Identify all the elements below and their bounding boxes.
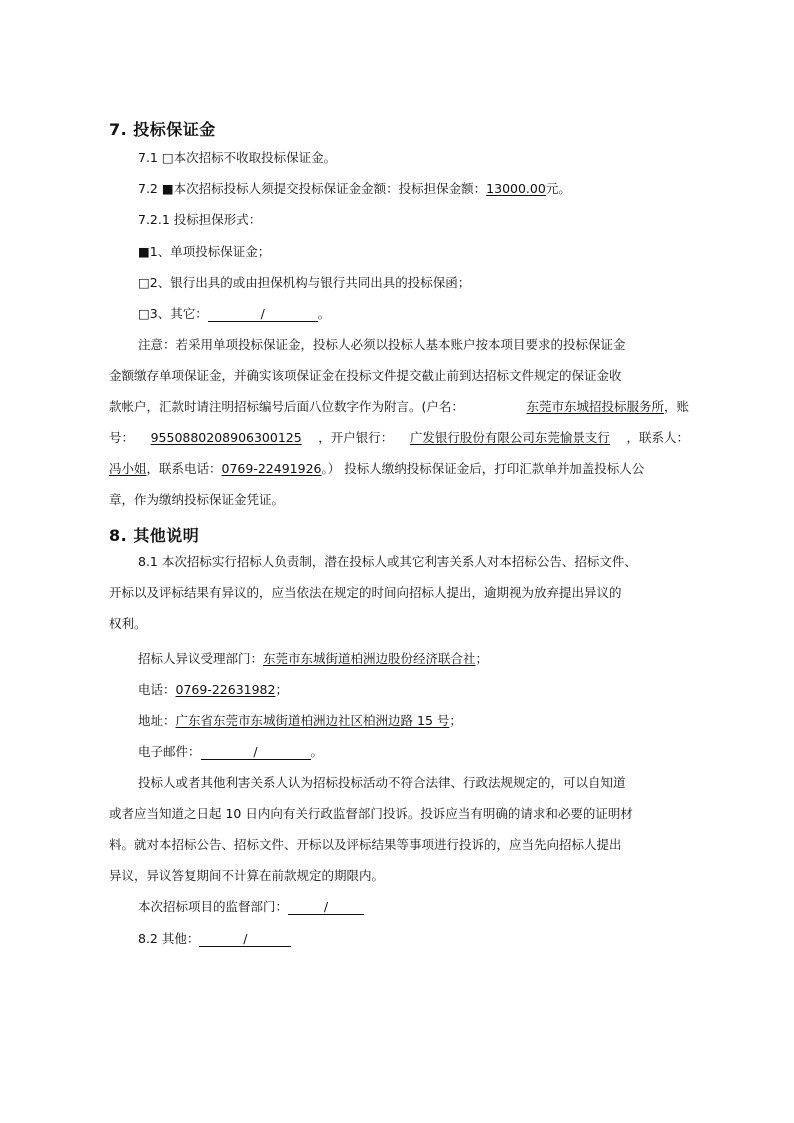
note-line-5 [109,461,689,477]
account-name: 东莞市东城招投标服务所 [526,399,664,414]
note-line-2: 金额缴存单项保证金，并确实该项保证金在投标文件提交截止前到达招标文件规定的保证金收 [109,368,622,383]
objection-phone-label: 电话： [138,682,176,697]
objection-dept-value: 东莞市东城街道柏洲边股份经济联合社 [263,651,476,666]
objection-address [138,713,718,729]
account-number: 9550880208906300125 [150,430,302,445]
bank-name: 广发银行股份有限公司东莞愉景支行 [409,430,610,445]
guarantee-option-3-end: 。 [317,306,331,321]
objection-phone [138,682,718,698]
objection-address-end: ； [449,713,462,728]
objection-phone-end: ； [275,682,288,697]
objection-email-label: 电子邮件： [138,744,201,759]
clause-7-2-text: 7.2 ■本次招标投标人须提交投标保证金金额：投标担保金额： [138,181,487,196]
objection-email-end: 。 [310,744,324,759]
guarantee-option-2: □2、银行出具的或由担保机构与银行共同出具的投标保函； [138,275,471,290]
note-line-5-end: 。） 投标人缴纳投标保证金后，打印汇款单并加盖投标人公 [321,461,645,476]
guarantee-option-3 [138,306,718,322]
clause-7-1: 7.1 □本次招标不收取投标保证金。 [138,150,337,165]
note-line-3-text: 款帐户，汇款时请注明招标编号后面八位数字作为附言。(户名： [109,399,464,414]
complaint-line-2: 或者应当知道之日起 10 日内向有关行政监督部门投诉。投诉应当有明确的请求和必要的证明材 [109,806,633,821]
bid-guarantee-amount: 13000.00 [486,181,546,196]
contact-name: 冯小姐 [109,461,147,476]
clause-8-1-line-1: 8.1 本次招标实行招标人负责制，潜在投标人或其它利害关系人对本招标公告、招标文件、 [138,554,637,569]
complaint-line-3: 料。就对本招标公告、招标文件、开标以及评标结果等事项进行投诉的，应当先向招标人提出 [109,837,622,852]
clause-8-2-label: 8.2 其他： [138,931,200,946]
section-8-heading: 8. 其他说明 [109,526,200,545]
contact-phone: 0769-22491926 [221,461,322,476]
clause-8-2 [138,931,718,947]
account-no-label: 号： [109,430,135,445]
note-line-6: 章，作为缴纳投标保证金凭证。 [109,492,285,507]
clause-7-2 [138,181,718,197]
supervision-dept-label: 本次招标项目的监督部门： [138,899,289,914]
clause-7-2-end: 元。 [545,181,571,196]
supervision-dept [138,899,718,915]
contact-label: ，联系人： [626,430,689,445]
objection-phone-value: 0769-22631982 [175,682,276,697]
note-line-1: 注意：若采用单项投标保证金，投标人必须以投标人基本账户按本项目要求的投标保证金 [138,337,626,352]
clause-8-1-line-2: 开标以及评标结果有异议的，应当依法在规定的时间向招标人提出，逾期视为放弃提出异议的 [109,585,622,600]
note-line-3 [109,399,689,415]
objection-dept [138,651,718,667]
guarantee-option-1: ■1、单项投标保证金； [138,244,271,259]
objection-email [138,744,718,760]
note-line-4 [109,430,689,446]
supervision-dept-value: / [288,900,364,915]
objection-address-value: 广东省东莞市东城街道柏洲边社区柏洲边路 15 号 [175,713,450,728]
clause-8-2-value: / [199,932,291,947]
clause-7-2-1: 7.2.1 投标担保形式： [138,212,262,227]
bank-label: ，开户银行： [318,430,394,445]
complaint-line-1: 投标人或者其他利害关系人认为招标投标活动不符合法律、行政法规规定的，可以自知道 [138,775,626,790]
complaint-line-4: 异议，异议答复期间不计算在前款规定的期限内。 [109,868,385,883]
objection-email-value: / [201,745,311,760]
guarantee-option-3-blank: / [208,307,318,322]
section-7-heading: 7. 投标保证金 [109,120,216,139]
objection-dept-label: 招标人异议受理部门： [138,651,264,666]
objection-address-label: 地址： [138,713,176,728]
contact-phone-label: ，联系电话： [146,461,222,476]
clause-8-1-line-3: 权利。 [109,616,147,631]
note-line-3-end: ，账 [663,399,689,414]
guarantee-option-3-label: □3、其它： [138,306,208,321]
objection-dept-end: ； [475,651,489,666]
